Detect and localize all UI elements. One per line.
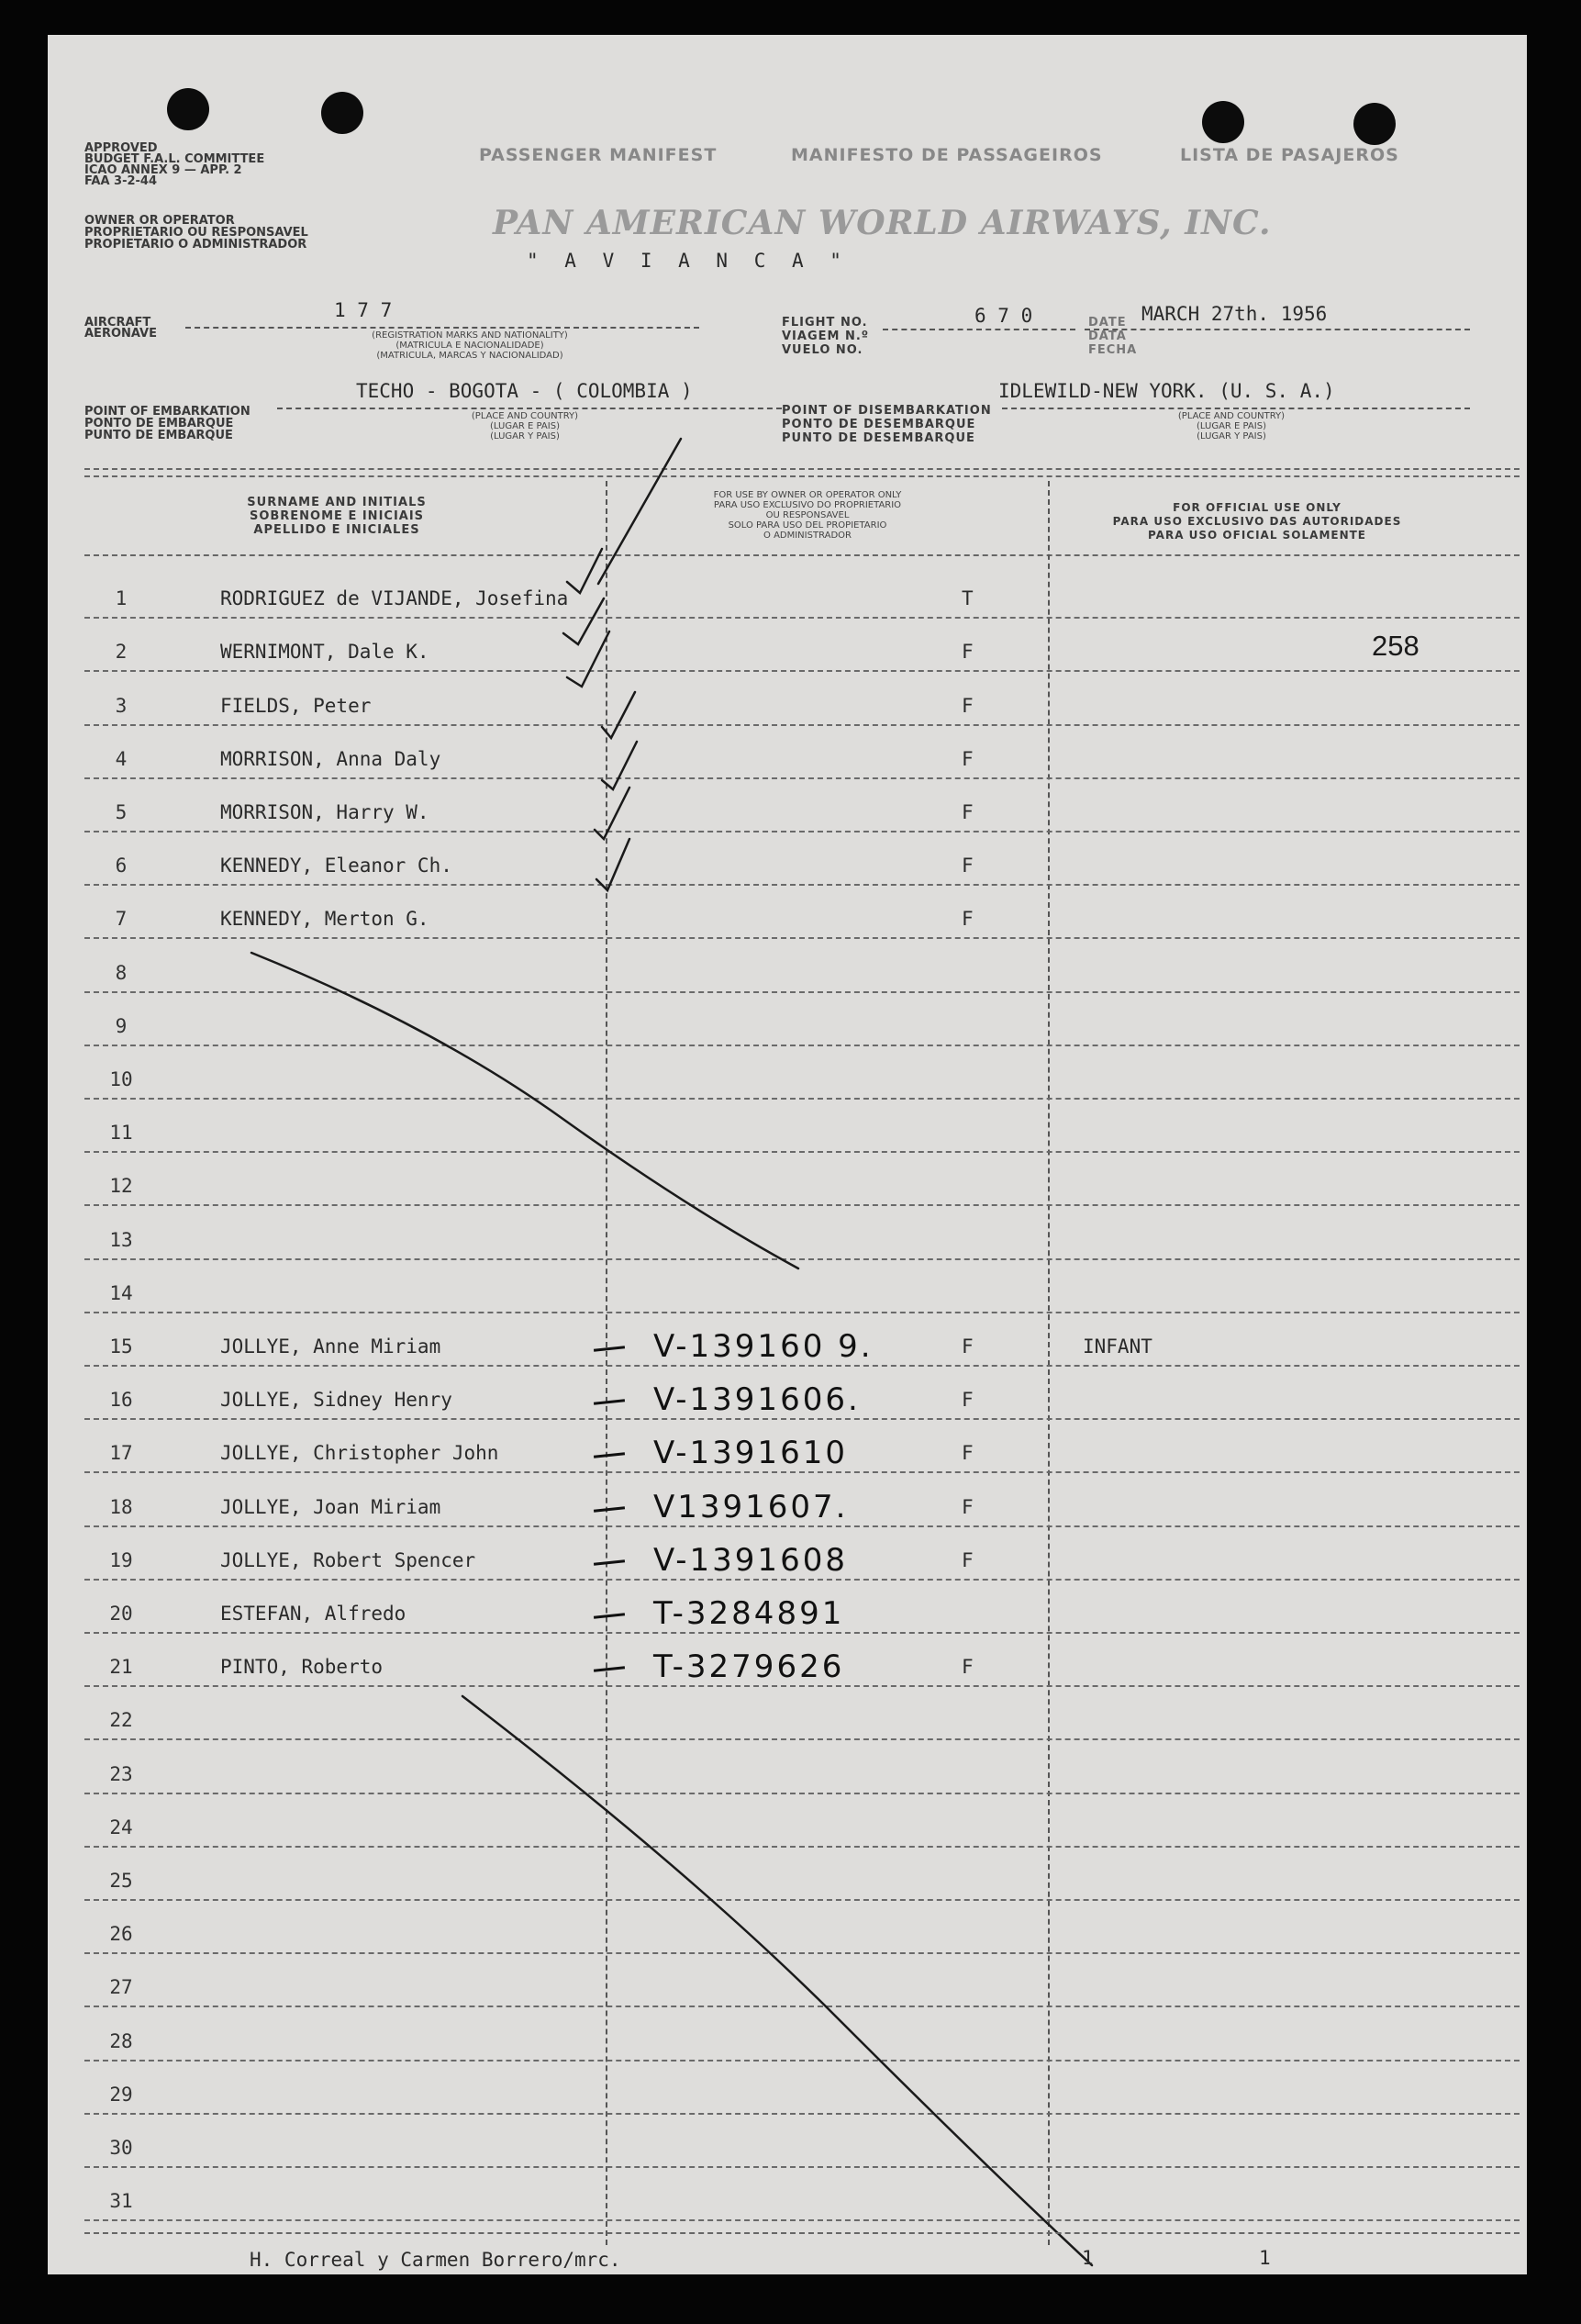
- embark-label: PUNTO DE EMBARQUE: [84, 429, 233, 442]
- disembark-value: IDLEWILD-NEW YORK. (U. S. A.): [998, 380, 1335, 402]
- fare-code: F: [962, 1656, 974, 1679]
- row-number: 15: [109, 1335, 133, 1358]
- owner-label: PROPRIETARIO OU RESPONSAVEL: [84, 226, 308, 240]
- passenger-name: KENNEDY, Merton G.: [220, 908, 429, 931]
- place-sub-line: (LUGAR E PAIS): [490, 421, 560, 431]
- row-number: 17: [109, 1442, 133, 1465]
- row-number: 13: [109, 1228, 133, 1251]
- row-number: 29: [109, 2083, 133, 2106]
- check-mark-icon: [567, 549, 602, 593]
- row-number: 12: [109, 1175, 133, 1198]
- row-number: 5: [115, 800, 128, 823]
- approval-line: FAA 3-2-44: [84, 174, 158, 188]
- place-sub-line: (LUGAR E PAIS): [1197, 421, 1266, 431]
- col-header-line: SOBRENOME E INICIAIS: [249, 509, 425, 523]
- approval-line: APPROVED: [84, 141, 158, 155]
- row-number: 18: [109, 1495, 133, 1518]
- col-header-line: PARA USO EXCLUSIVO DO PROPRIETARIO: [713, 500, 902, 510]
- official-note: INFANT: [1083, 1335, 1152, 1358]
- embark-label: PONTO DE EMBARQUE: [84, 417, 234, 430]
- fare-code: F: [962, 1495, 974, 1518]
- col-header-line: PARA USO EXCLUSIVO DAS AUTORIDADES: [1112, 515, 1402, 528]
- row-number: 19: [109, 1548, 133, 1571]
- col-header-line: SURNAME AND INITIALS: [247, 496, 427, 509]
- row-number: 16: [109, 1389, 133, 1412]
- stamp-number: 258: [1372, 630, 1420, 662]
- title-spanish: LISTA DE PASAJEROS: [1180, 145, 1399, 165]
- col-header-line: O ADMINISTRADOR: [763, 531, 852, 541]
- passenger-name: JOLLYE, Robert Spencer: [220, 1548, 476, 1571]
- fare-code: T: [962, 587, 974, 610]
- footer-page-total: 1: [1259, 2247, 1271, 2269]
- date-label: FECHA: [1088, 343, 1138, 357]
- aircraft-label: AERONAVE: [84, 327, 158, 341]
- fare-code: F: [962, 694, 974, 717]
- fare-code: F: [962, 908, 974, 931]
- row-number: 6: [115, 855, 128, 877]
- place-sub-line: (PLACE AND COUNTRY): [1177, 411, 1286, 421]
- flight-label: VIAGEM N.º: [782, 330, 870, 343]
- row-number: 22: [109, 1709, 133, 1732]
- check-stroke: [598, 439, 681, 584]
- check-mark-icon: [596, 839, 629, 890]
- col-header-line: OU RESPONSAVEL: [765, 510, 850, 520]
- passport-number: T-3279626: [653, 1648, 845, 1686]
- check-mark-icon: [563, 598, 604, 644]
- row-number: 3: [115, 694, 128, 717]
- date-label: DATA: [1088, 330, 1127, 343]
- passport-number: T-3284891: [653, 1594, 845, 1632]
- flight-label: FLIGHT NO.: [782, 316, 868, 330]
- row-number: 24: [109, 1816, 133, 1838]
- owner-label: OWNER OR OPERATOR: [84, 214, 235, 228]
- disembark-label: POINT OF DISEMBARKATION: [782, 404, 992, 418]
- col-header-line: FOR USE BY OWNER OR OPERATOR ONLY: [713, 490, 902, 500]
- col-header-line: APELLIDO E INICIALES: [253, 523, 420, 537]
- fare-code: F: [962, 747, 974, 770]
- passport-number: V1391607.: [653, 1488, 849, 1525]
- disembark-label: PUNTO DE DESEMBARQUE: [782, 431, 975, 445]
- row-number: 8: [115, 961, 128, 984]
- row-number: 23: [109, 1762, 133, 1785]
- fare-code: F: [962, 1548, 974, 1571]
- title-english: PASSENGER MANIFEST: [479, 145, 718, 165]
- passport-number: V-1391608: [653, 1541, 848, 1579]
- row-number: 2: [115, 641, 128, 664]
- aircraft-sub-line: (REGISTRATION MARKS AND NATIONALITY): [372, 330, 568, 341]
- approval-line: BUDGET F.A.L. COMMITTEE: [84, 152, 265, 166]
- embark-value: TECHO - BOGOTA - ( COLOMBIA ): [356, 380, 693, 402]
- flight-label: VUELO NO.: [782, 343, 863, 357]
- row-number: 28: [109, 2029, 133, 2052]
- fare-code: F: [962, 641, 974, 664]
- row-number: 30: [109, 2136, 133, 2159]
- passenger-name: KENNEDY, Eleanor Ch.: [220, 855, 452, 877]
- col-header-line: SOLO PARA USO DEL PROPIETARIO: [728, 520, 887, 531]
- footer-signature: H. Correal y Carmen Borrero/mrc.: [250, 2249, 621, 2271]
- fare-code: F: [962, 800, 974, 823]
- aircraft-sub-line: (MATRICULA E NACIONALIDADE): [395, 341, 544, 351]
- passenger-name: JOLLYE, Joan Miriam: [220, 1495, 441, 1518]
- approval-line: ICAO ANNEX 9 — APP. 2: [84, 163, 242, 177]
- passport-number: V-1391610: [653, 1435, 848, 1472]
- col-header-line: FOR OFFICIAL USE ONLY: [1173, 501, 1342, 514]
- passenger-name: FIELDS, Peter: [220, 694, 372, 717]
- row-number: 4: [115, 747, 128, 770]
- passenger-name: JOLLYE, Anne Miriam: [220, 1335, 441, 1358]
- fare-code: F: [962, 1442, 974, 1465]
- row-number: 31: [109, 2190, 133, 2213]
- footer-rule: [84, 2232, 1520, 2234]
- place-sub-line: (PLACE AND COUNTRY): [471, 411, 579, 421]
- row-number: 26: [109, 1923, 133, 1946]
- aircraft-sub-line: (MATRICULA, MARCAS Y NACIONALIDAD): [376, 351, 563, 361]
- row-number: 27: [109, 1976, 133, 1999]
- check-mark-icon: [595, 788, 629, 839]
- date-label: DATE: [1088, 316, 1127, 330]
- row-number: 11: [109, 1122, 133, 1145]
- passenger-name: WERNIMONT, Dale K.: [220, 641, 429, 664]
- col-header-line: PARA USO OFICIAL SOLAMENTE: [1147, 529, 1367, 542]
- passenger-name: ESTEFAN, Alfredo: [220, 1602, 406, 1625]
- passport-number: V-139160 9.: [653, 1327, 874, 1365]
- passenger-name: MORRISON, Anna Daly: [220, 747, 441, 770]
- check-mark-icon: [602, 692, 635, 738]
- title-portuguese: MANIFESTO DE PASSAGEIROS: [791, 145, 1103, 165]
- row-number: 21: [109, 1656, 133, 1679]
- owner-label: PROPIETARIO O ADMINISTRADOR: [84, 238, 307, 251]
- cancel-stroke: [462, 1696, 1092, 2265]
- passenger-name: JOLLYE, Sidney Henry: [220, 1389, 452, 1412]
- operator-name: " A V I A N C A ": [527, 250, 849, 272]
- fare-code: F: [962, 855, 974, 877]
- place-sub-line: (LUGAR Y PAIS): [490, 431, 560, 441]
- cancel-stroke: [251, 953, 798, 1268]
- row-number: 1: [115, 587, 128, 610]
- row-number: 10: [109, 1067, 133, 1090]
- date-value: MARCH 27th. 1956: [1141, 303, 1328, 325]
- place-sub-line: (LUGAR Y PAIS): [1197, 431, 1266, 441]
- handwriting-overlay: [48, 35, 1527, 2274]
- row-number: 7: [115, 908, 128, 931]
- row-number: 20: [109, 1602, 133, 1625]
- footer-page-number: 1: [1082, 2247, 1094, 2269]
- airline-name: PAN AMERICAN WORLD AIRWAYS, INC.: [493, 204, 1272, 242]
- row-number: 9: [115, 1014, 128, 1037]
- disembark-label: PONTO DE DESEMBARQUE: [782, 418, 976, 431]
- embark-label: POINT OF EMBARKATION: [84, 405, 251, 419]
- fare-code: F: [962, 1335, 974, 1358]
- passenger-name: RODRIGUEZ de VIJANDE, Josefina: [220, 587, 569, 610]
- row-number: 14: [109, 1281, 133, 1304]
- fare-code: F: [962, 1389, 974, 1412]
- passenger-name: MORRISON, Harry W.: [220, 800, 429, 823]
- check-mark-icon: [602, 742, 637, 789]
- row-number: 25: [109, 1869, 133, 1892]
- passenger-name: JOLLYE, Christopher John: [220, 1442, 499, 1465]
- aircraft-label: AIRCRAFT: [84, 316, 151, 330]
- passport-number: V-1391606.: [653, 1381, 861, 1419]
- flight-value: 6 7 0: [974, 305, 1033, 327]
- passenger-name: PINTO, Roberto: [220, 1656, 384, 1679]
- manifest-sheet: [48, 35, 1527, 2274]
- aircraft-value: 1 7 7: [334, 299, 393, 321]
